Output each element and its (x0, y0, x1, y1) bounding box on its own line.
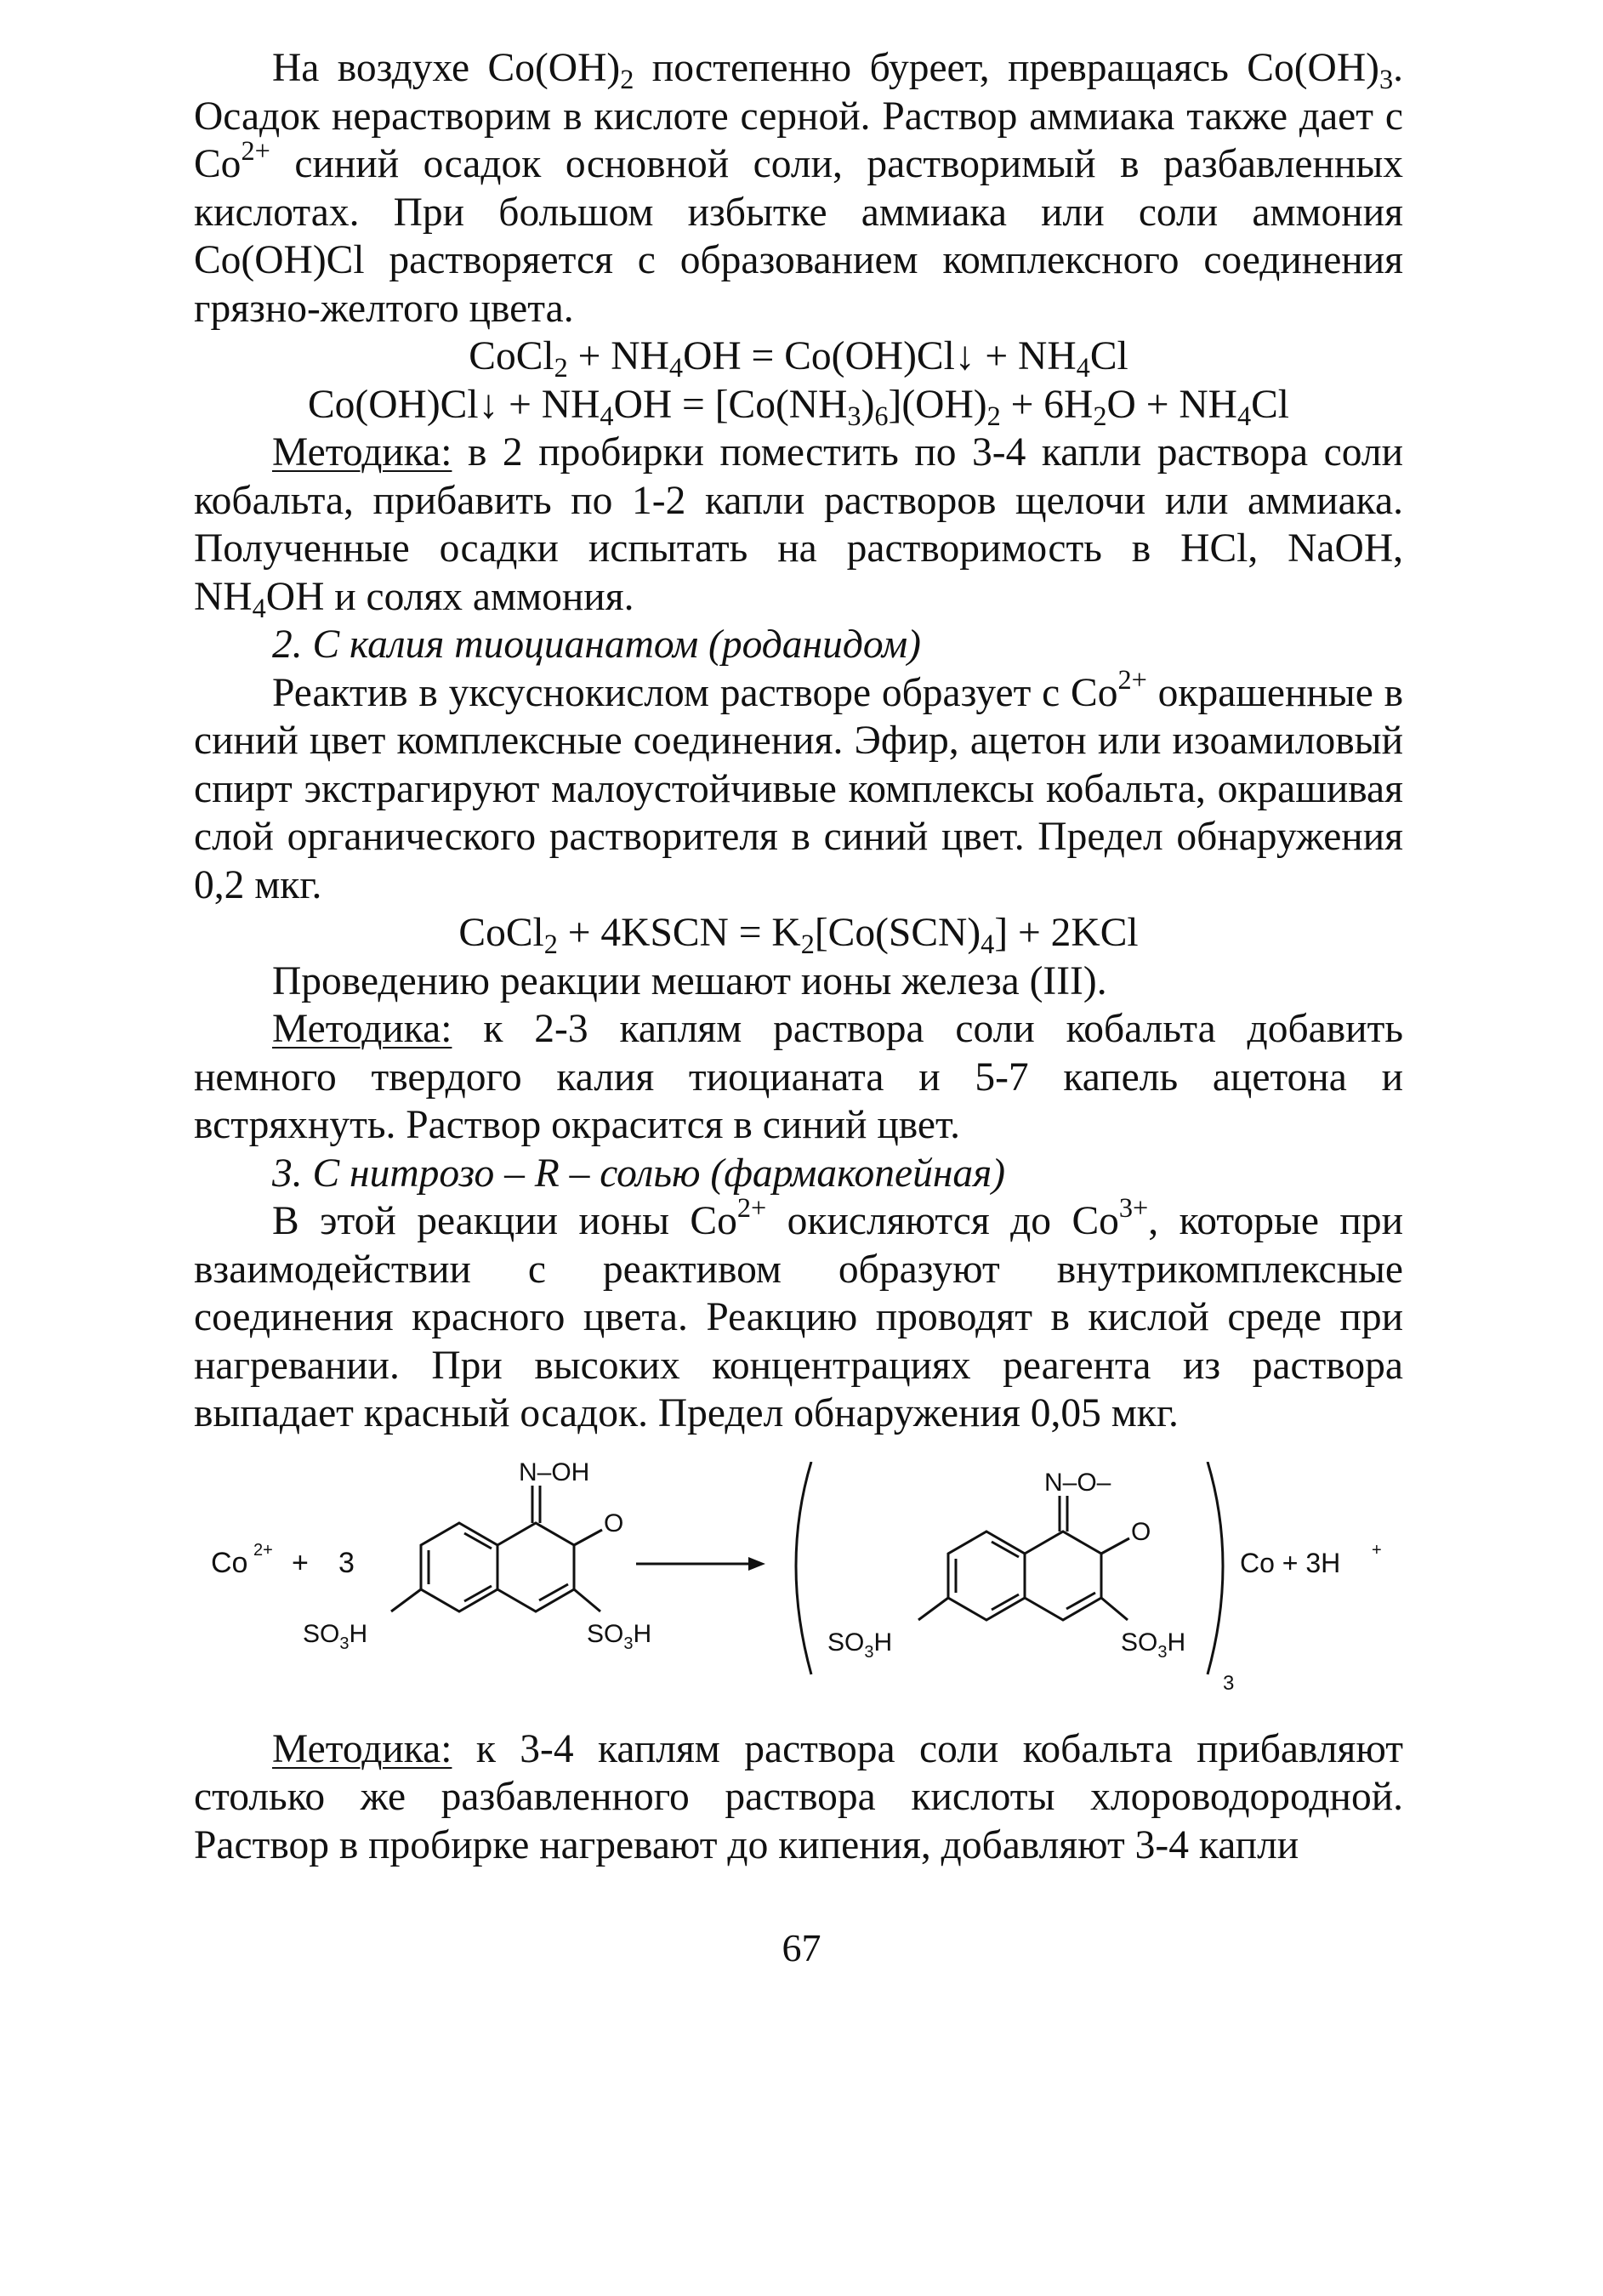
reaction-scheme (194, 1462, 1403, 1691)
method-label: Методика: (272, 430, 452, 475)
equation-3: CoCl$_2$ + 4KSCN = $K_2[Co(SCN)_4] + 2KCl$ (458, 911, 1139, 960)
bracket-right (1208, 1462, 1223, 1674)
paragraph-thiocyanate: Реактив в уксуснокислом растворе образует с $Co^{2+}$ окрашенные в синий цвет комплексные соединения. Эфир, ацетон или изоамиловый спирт экстрагируют малоустойчивые комплексы кобальта, окрашивая слой органического растворителя в синий цвет. Предел обнаружения 0,2 мкг. (194, 663, 1404, 907)
page-number: 67 (782, 1926, 821, 1969)
method-2: Методика: к 2-3 каплям раствора соли кобальта добавить немного твердого калия тиоцианата и 5-7 капель ацетона и встряхнуть. Раствор окрасится в синий цвет. (194, 1007, 1403, 1147)
section-heading-2: 2. С калия тиоцианатом (роданидом) (272, 622, 921, 667)
scheme-co: Co (211, 1546, 248, 1579)
product-structure (918, 1496, 1129, 1620)
reaction-scheme-drawing (194, 1462, 1403, 1691)
paragraph-nitroso: В этой реакции ионы $Co^{2+}$ окисляются до $Co^{3+}$, которые при взаимодействии с реактивом образуют внутрикомплексные соединения красного цвета. Реакцию проводят в кислой среде при нагревании. При высоких концентрациях реагента из раствора выпадает красный осадок. Предел обнаружения 0,05 мкг. (194, 1191, 1404, 1435)
scheme-product-text: Co + 3H (1240, 1547, 1341, 1578)
section-heading-3: 3. С нитрозо – R – солью (фармакопейная) (272, 1151, 1006, 1196)
paragraph-interference: Проведению реакции мешают ионы железа (III). (272, 958, 1107, 1003)
bracket-left (796, 1462, 811, 1674)
scheme-n-o: N–O– (1044, 1468, 1111, 1497)
scheme-so3h-right: $SO_3H$ (587, 1619, 652, 1653)
scheme-co-charge: 2+ (253, 1540, 273, 1560)
scheme-plus: + (292, 1546, 309, 1579)
method-3: Методика: к 3-4 каплям раствора соли кобальта прибавляют столько же разбавленного раствора кислоты хлороводородной. Раствор в пробирке нагревают до кипения, добавляют 3-4 капли (194, 1726, 1403, 1867)
scheme-oxygen-2: O (1131, 1517, 1151, 1546)
scheme-so3h-left: $SO_3H$ (303, 1619, 368, 1653)
scheme-so3h-product-left: $SO_3H$ (827, 1628, 893, 1662)
scheme-so3h-product-right: $SO_3H$ (1121, 1628, 1186, 1662)
reagent-structure (391, 1486, 602, 1611)
page-body (194, 44, 1403, 1869)
method-1: Методика: в 2 пробирки поместить по 3-4 капли раствора соли кобальта, прибавить по 1-2 капли растворов щелочи или аммиака. Полученные осадки испытать на растворимость в HCl, NaOH, $NH_4OH$ и солях аммония. (194, 430, 1403, 623)
scheme-subscript-3: 3 (1223, 1671, 1235, 1691)
scheme-h-charge: + (1372, 1540, 1382, 1560)
equation-1: CoCl$_2$ + $NH_4OH$ = Co(OH)Cl↓ + $NH_4Cl$ (469, 334, 1128, 384)
equation-2: Co(OH)Cl↓ + $NH_4OH = [Co(NH_3)_6](OH)_2 + 6H_2O + NH_4Cl$ (307, 382, 1290, 431)
scheme-oxygen-1: O (604, 1509, 624, 1537)
method-label: Методика: (272, 1007, 452, 1051)
method-label: Методика: (272, 1726, 452, 1771)
scheme-coefficient: 3 (338, 1546, 355, 1579)
paragraph-intro: На воздухе $Co(OH)_2$ постепенно буреет, превращаясь $Co(OH)_3$. Осадок нерастворим в кислоте серной. Раствор аммиака также дает с $Co^{2+}$ синий осадок основной соли, растворимый в разбавленных кислотах. При большом избытке аммиака или соли аммония Co(OH)Cl растворяется с образованием комплексного соединения грязно-желтого цвета. (194, 46, 1403, 331)
scheme-n-oh: N–OH (519, 1461, 590, 1486)
